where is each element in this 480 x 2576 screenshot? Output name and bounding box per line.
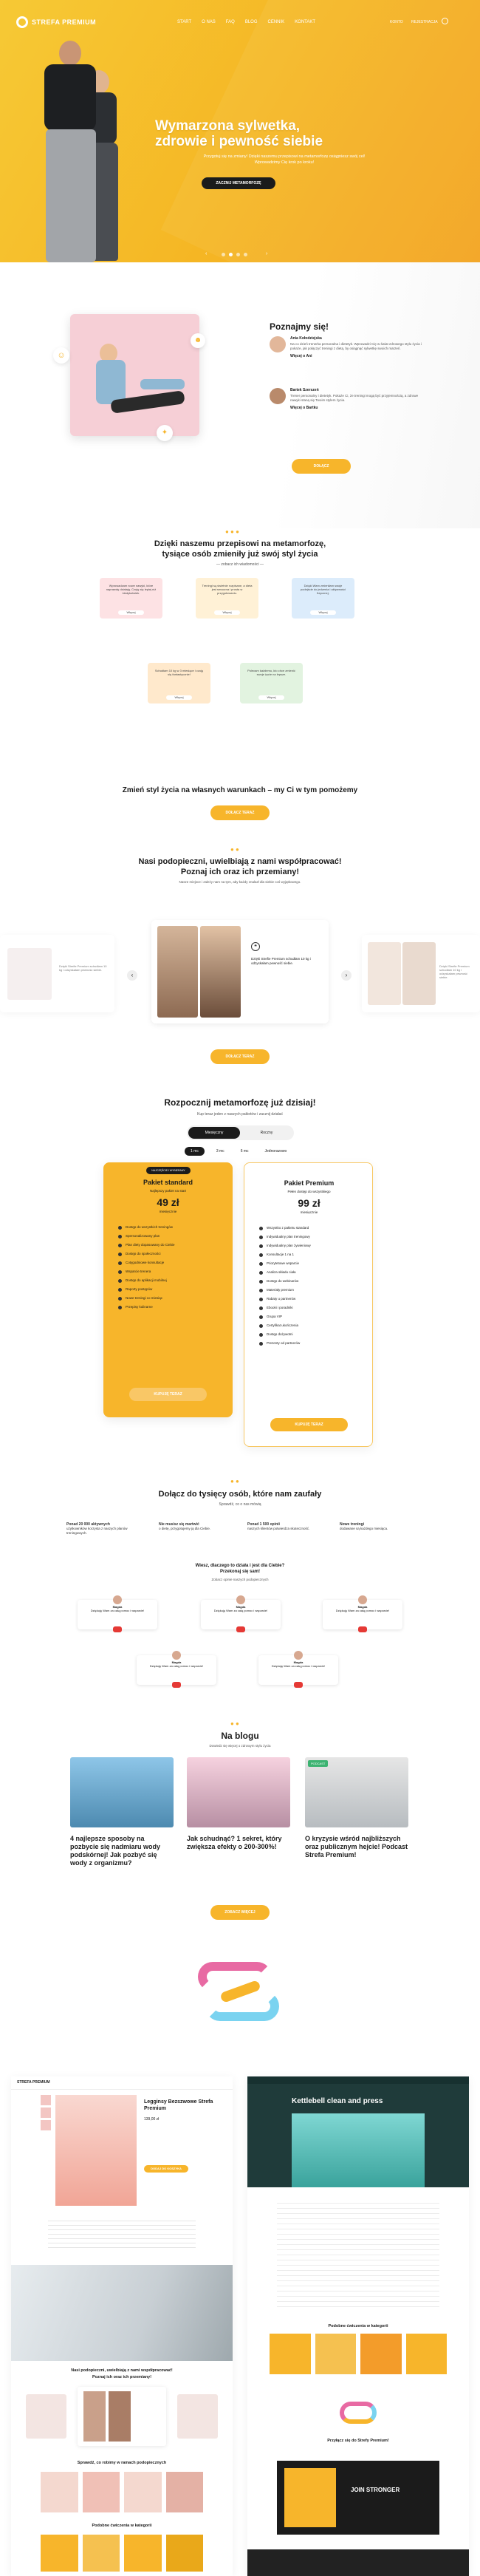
testimonial-card xyxy=(100,578,162,619)
proof-name: Magda xyxy=(293,1660,304,1664)
about-heading: Poznajmy się! xyxy=(270,321,329,332)
testimonial-card xyxy=(148,663,210,703)
plan-standard-buy-button[interactable]: KUPUJĘ TERAZ xyxy=(129,1388,207,1401)
store-preview-section xyxy=(0,2076,480,2576)
feature-item: Grupa VIP xyxy=(259,1315,363,1319)
proof-heading xyxy=(0,856,480,877)
blog-section xyxy=(0,1720,480,1935)
shop-heading: Sprawdź, co robimy w ramach podopiecznych xyxy=(77,2461,167,2465)
heart-icon xyxy=(172,1682,181,1688)
social-proof-card xyxy=(201,1600,281,1629)
feature-item: Indywidualny plan treningowy xyxy=(259,1235,363,1239)
nav-faq[interactable]: FAQ xyxy=(225,20,235,24)
blog-post-title[interactable]: O kryzysie wśród najbliższych oraz publicznym hejcie! Podcast Strefa Premium! xyxy=(305,1835,408,1858)
about-section xyxy=(0,262,480,528)
feature-item: Spersonalizowany plan xyxy=(118,1234,222,1238)
exercise-hero xyxy=(247,2076,469,2187)
avatar xyxy=(358,1595,367,1604)
pricing-section xyxy=(0,1090,480,1452)
heading-line2: tysiące osób zmieniły już swój styl życia xyxy=(162,550,318,559)
toggle-monthly[interactable]: Miesięczny xyxy=(188,1127,240,1139)
thumbnail[interactable] xyxy=(41,2120,51,2130)
feature-item: Wszystko z pakietu standard xyxy=(259,1226,363,1230)
heart-icon xyxy=(236,1626,245,1632)
proof-text: Dziękuję Wam za całą pomoc i wsparcie! xyxy=(271,1664,326,1668)
hero-title-line2: zdrowie i pewność siebie xyxy=(155,134,323,149)
plan-badge: NAJCZĘŚCIEJ WYBIERANY xyxy=(146,1167,191,1174)
avatar xyxy=(172,1651,181,1660)
stat-title: Nie musisz się martwić xyxy=(159,1522,199,1527)
testimonial-card xyxy=(292,578,354,619)
hero-subtitle-line1: Przygotuj się na zmiany! Dzięki naszemu przepisowi na metamorfozę osiągniesz swój cel! xyxy=(203,154,366,159)
plan-period: miesięcznie xyxy=(159,1210,177,1213)
search-icon[interactable] xyxy=(442,18,448,24)
trainer-name: Bartek Szerszeń xyxy=(290,388,319,392)
nav-blog[interactable]: BLOG xyxy=(244,20,258,24)
exercise-title: Kettlebell clean and press xyxy=(292,2097,383,2105)
carousel-side-right[interactable] xyxy=(362,935,480,1012)
stat-title: Ponad 20 000 aktywnych xyxy=(66,1522,110,1527)
trust-stat xyxy=(247,1522,329,1531)
header-register[interactable]: REJESTRACJA xyxy=(411,20,438,24)
similar-grid xyxy=(41,2535,203,2572)
stat-text: naszych klientów potwierdza skuteczność. xyxy=(247,1527,310,1530)
feature-item: Ebooki i poradniki xyxy=(259,1306,363,1310)
social-proof-card xyxy=(323,1600,402,1629)
feature-item: Przepisy kulinarne xyxy=(118,1305,222,1309)
product-lifestyle-image xyxy=(11,2265,233,2361)
blog-heading: Na blogu xyxy=(221,1731,259,1741)
proof-card-text: Dzięki Strefie Premium schudłam 10 kg i odzyskałam pewność siebie. xyxy=(439,964,470,979)
blog-post[interactable] xyxy=(70,1757,174,1867)
trust-heading: Dołącz do tysięcy osób, które nam zaufały xyxy=(158,1490,322,1499)
header-account[interactable]: KONTO xyxy=(390,20,403,24)
testimonial-more[interactable]: Więcej xyxy=(118,610,144,615)
period-tab[interactable]: 6 mc xyxy=(240,1149,249,1154)
social-proof-card xyxy=(258,1655,338,1685)
hero-subtitle-line2: Wprowadzimy Cię krok po kroku! xyxy=(254,160,315,165)
hero-subtitle xyxy=(188,154,380,166)
hero-athletes-image xyxy=(30,41,185,262)
plan-price: 99 zł xyxy=(298,1197,320,1209)
logo-text: STREFA PREMIUM xyxy=(32,18,97,26)
nav-contact[interactable]: KONTAKT xyxy=(295,20,316,24)
hero-prev-arrow[interactable]: ‹ xyxy=(205,251,208,256)
footer-heading: Przyłącz się do Strefy Premium! xyxy=(327,2439,389,2443)
thumbnail[interactable] xyxy=(41,2095,51,2105)
feature-item: Plan diety dopasowany do Ciebie xyxy=(118,1243,222,1247)
exercise-image xyxy=(292,2113,425,2187)
after-photo xyxy=(200,926,241,1018)
feature-item: Raporty postępów xyxy=(118,1287,222,1292)
trainer-link[interactable]: Więcej o Bartku xyxy=(290,406,318,410)
question-line2: Przekonaj się sam! xyxy=(219,1570,261,1574)
trust-section xyxy=(0,1478,480,1718)
toggle-yearly[interactable]: Roczny xyxy=(260,1131,273,1135)
trainer-card-bartek xyxy=(270,388,428,410)
plan-period: miesięcznie xyxy=(300,1210,318,1214)
proof-name: Magda xyxy=(236,1605,246,1609)
logo-text[interactable]: STREFA PREMIUM xyxy=(17,2080,50,2085)
testimonial-card xyxy=(240,663,303,703)
product-image xyxy=(55,2095,137,2206)
trust-proof-note: Zobacz opinie naszych podopiecznych xyxy=(211,1578,269,1581)
stat-text: dodawane są każdego miesiąca. xyxy=(340,1527,388,1530)
exercise-grid xyxy=(270,2334,447,2374)
blog-post-image[interactable] xyxy=(187,1757,290,1827)
proof-text: Dziękuję Wam za całą pomoc i wsparcie! xyxy=(213,1609,268,1612)
period-tab-active[interactable]: 1 mc xyxy=(185,1147,205,1156)
feature-item: Dostęp do społeczności xyxy=(118,1252,222,1256)
hero-title xyxy=(155,118,323,149)
feature-item: Wsparcie trenera xyxy=(118,1270,222,1274)
avatar-bartek xyxy=(270,388,286,404)
testimonial-card xyxy=(196,578,258,619)
testimonial-text: Wprowadzam nowe nawyki, które naprawdę działają. Czuję się lepiej niż kiedykolwiek. xyxy=(106,584,157,595)
avatar xyxy=(236,1595,245,1604)
social-proof-card xyxy=(78,1600,157,1629)
trust-stat xyxy=(159,1522,240,1531)
mini-s-logo xyxy=(340,2402,377,2424)
promo-banner xyxy=(277,2461,439,2535)
hero-title-line1: Wymarzona sylwetka, xyxy=(155,118,301,134)
hero-next-arrow[interactable]: › xyxy=(266,251,268,256)
product-title: Legginsy Bezszwowe Strefa Premium xyxy=(144,2099,213,2111)
logo[interactable] xyxy=(16,16,96,28)
preview-footer xyxy=(247,2549,469,2576)
trainer-bio: Trener personalny i dietetyk. Pokaże Ci, że treningi mogą być przyjemnością, a zdrowe nawyki staną się Twoim stylem życia. xyxy=(290,394,419,402)
emoji-row: ● ● xyxy=(230,1720,239,1727)
proof-main-card xyxy=(151,920,329,1023)
proof-name: Magda xyxy=(357,1605,368,1609)
billing-toggle xyxy=(187,1125,294,1140)
trainer-link[interactable]: Więcej o Ani xyxy=(290,354,312,358)
nav-pricing[interactable]: CENNIK xyxy=(267,20,285,24)
proof-name: Magda xyxy=(171,1660,182,1664)
similar-heading: Podobne ćwiczenia w kategorii xyxy=(92,2524,152,2528)
proof-text: Dziękuję Wam za całą pomoc i wsparcie! xyxy=(149,1664,204,1668)
heart-icon xyxy=(113,1626,122,1632)
pricing-heading: Rozpocznij metamorfozę już dzisiaj! xyxy=(164,1097,316,1108)
blog-subtitle: Dowiedz się więcej o zdrowym stylu życia xyxy=(209,1744,271,1748)
logo-icon xyxy=(16,16,28,28)
feature-item: Dostęp do wszystkich treningów xyxy=(118,1225,222,1230)
testimonial-text: Polecam każdemu, kto chce zmienić swoje życie na lepsze. xyxy=(247,669,295,676)
emoji-sticker-wink: ☻ xyxy=(191,333,205,348)
proof-card-text: Dzięki Strefie Premium schudłam 10 kg i odzyskałam pewność siebie. xyxy=(251,957,311,965)
blog-post[interactable] xyxy=(305,1757,408,1859)
about-photo xyxy=(70,314,199,436)
feature-item: Dostęp do webinarów xyxy=(259,1279,363,1284)
testimonial-more[interactable]: Więcej xyxy=(310,610,336,615)
product-page-preview xyxy=(11,2076,233,2576)
blog-post-title[interactable]: 4 najlepsze sposoby na pozbycie się nadmiaru wody podskórnej! Jak pozbyć się wody z organizmu? xyxy=(70,1835,161,1867)
plan-desc: Najlepszy pakiet na start xyxy=(149,1189,187,1193)
carousel-side-left[interactable] xyxy=(0,935,114,1012)
before-photo xyxy=(157,926,198,1018)
avatar xyxy=(113,1595,122,1604)
carousel-dot-active[interactable] xyxy=(229,253,233,256)
emoji-sticker-smile: ☺ xyxy=(53,347,69,364)
product-desc-block xyxy=(48,2217,196,2250)
stat-text: o dietę, przygotujemy ją dla Ciebie. xyxy=(159,1527,211,1530)
trainer-name: Ania Kołodziejska xyxy=(290,336,322,341)
change-cta-button[interactable]: DOŁĄCZ TERAZ xyxy=(210,805,270,820)
emoji-row: ● ● xyxy=(230,846,239,853)
preview-nav xyxy=(247,2076,469,2084)
heading-line2: Poznaj ich oraz ich przemiany! xyxy=(180,868,300,876)
trust-question xyxy=(0,1563,480,1575)
proof-subtitle: Nasze miejsce i zależy nam na tym, aby każdy znalazł dla siebie coś wyjątkowego. xyxy=(179,880,301,884)
nav-about[interactable]: O NAS xyxy=(202,20,216,24)
testimonial-more[interactable]: Więcej xyxy=(166,695,192,700)
emoji-sticker-strong: ✦ xyxy=(157,425,173,441)
athlete-man xyxy=(37,41,107,262)
feature-item: Cotygodniowe konsultacje xyxy=(118,1261,222,1265)
proof-name: Magda xyxy=(112,1605,123,1609)
plan-name: Pakiet Premium xyxy=(284,1179,335,1187)
testimonial-text: Schudłam 10 kg w 3 miesiące i czuję się fantastycznie! xyxy=(154,669,204,676)
carousel-next-arrow[interactable]: › xyxy=(341,970,352,981)
carousel-dot[interactable] xyxy=(244,253,247,256)
trainer-bio: Na co dzień trenerka personalna i dietetyk. Wprowadzi Cię w świat zdrowego stylu życia i pokaże, jak połączyć treningi z dietą, by osiągnąć sylwetkę swoich marzeń. xyxy=(290,342,422,350)
feature-item: Dostęp dożywotni xyxy=(259,1332,363,1337)
plan-price: 49 zł xyxy=(157,1196,179,1208)
metamorphosis-heading xyxy=(0,539,480,559)
gallery-sub: Poznaj ich oraz ich przemiany! xyxy=(92,2375,152,2379)
emoji-row: ● ● ● xyxy=(225,528,239,535)
blog-post[interactable] xyxy=(187,1757,290,1851)
heart-icon xyxy=(294,1682,303,1688)
testimonial-more[interactable]: Więcej xyxy=(214,610,240,615)
period-tab[interactable]: Jednorazowo xyxy=(264,1149,287,1154)
heading-line1: Nasi podopieczni, uwielbiają z nami współpracować! xyxy=(138,857,342,866)
social-proof-card xyxy=(137,1655,216,1685)
carousel-dot[interactable] xyxy=(222,253,225,256)
plan-premium-card xyxy=(244,1162,373,1447)
blog-post-title[interactable]: Jak schudnąć? 1 sekret, który zwiększa efekty o 200-300%! xyxy=(187,1835,282,1850)
feature-item: Rabaty u partnerów xyxy=(259,1297,363,1301)
carousel-prev-arrow[interactable]: ‹ xyxy=(127,970,137,981)
avatar xyxy=(294,1651,303,1660)
blog-post-image[interactable] xyxy=(70,1757,174,1827)
blog-grid xyxy=(70,1757,410,1875)
hero-cta-button[interactable]: ZACZNIJ METAMORFOZĘ xyxy=(202,177,275,189)
shop-grid xyxy=(41,2472,203,2512)
trust-stat xyxy=(66,1522,148,1536)
exercise-details xyxy=(277,2198,439,2309)
preview-gallery xyxy=(26,2387,218,2446)
question-line1: Wiesz, dlaczego to działa i jest dla Ciebie? xyxy=(195,1564,285,1568)
pricing-subtitle: Kup teraz jeden z naszych pakietów i zacznij działać xyxy=(197,1112,283,1117)
proof-section xyxy=(0,846,480,1097)
feature-item: Dostęp do aplikacji mobilnej xyxy=(118,1278,222,1283)
feature-item: Analiza składu ciała xyxy=(259,1270,363,1275)
feature-item: Materiały premium xyxy=(259,1288,363,1292)
nav-start[interactable]: START xyxy=(177,20,192,24)
promo-text: JOIN STRONGER xyxy=(351,2487,400,2493)
plan-desc: Pełen dostęp do wszystkiego xyxy=(287,1190,331,1193)
trust-subtitle: Sprawdź, co o nas mówią xyxy=(219,1502,261,1507)
emoji-row: ● ● xyxy=(230,1478,239,1485)
testimonial-more[interactable]: Więcej xyxy=(258,695,284,700)
plan-features xyxy=(118,1225,222,1314)
stat-title: Ponad 1 500 opinii xyxy=(247,1522,280,1527)
carousel-dot[interactable] xyxy=(236,253,240,256)
exercise-page-preview xyxy=(247,2076,469,2576)
trainer-card-ania xyxy=(270,336,428,358)
proof-quote-icon: ❝ xyxy=(251,942,260,951)
plan-standard-card xyxy=(103,1162,233,1417)
heading-line1: Dzięki naszemu przepisowi na metamorfozę, xyxy=(154,539,326,548)
similar-heading: Podobne ćwiczenia w kategorii xyxy=(328,2324,388,2328)
plan-name: Pakiet standard xyxy=(143,1179,193,1186)
proof-text: Dziękuję Wam za całą pomoc i wsparcie! xyxy=(335,1609,390,1612)
gallery-heading: Nasi podopieczni, uwielbiają z nami współpracować! xyxy=(71,2368,173,2373)
testimonial-text: Treningi są świetnie rozpisane, a dieta jest smaczna i prosta w przygotowaniu. xyxy=(202,584,253,595)
period-tabs xyxy=(185,1147,291,1156)
add-to-cart-button[interactable]: DODAJ DO KOSZYKA xyxy=(144,2165,188,2173)
plan-features xyxy=(259,1226,363,1350)
main-nav xyxy=(177,20,326,24)
metamorphosis-section xyxy=(0,528,480,783)
feature-item: Konsultacje 1 na 1 xyxy=(259,1253,363,1257)
proof-text: Dziękuję Wam za całą pomoc i wsparcie! xyxy=(90,1609,145,1612)
product-price: 139,00 zł xyxy=(144,2117,160,2122)
blog-more-button[interactable]: ZOBACZ WIĘCEJ xyxy=(210,1905,270,1920)
feature-item: Priorytetowe wsparcie xyxy=(259,1261,363,1266)
avatar-ania xyxy=(270,336,286,352)
thumbnail[interactable] xyxy=(41,2108,51,2118)
proof-card-text: Dzięki Strefie Premium schudłam 10 kg i odzyskałam pewność siebie. xyxy=(59,964,107,972)
period-tab[interactable]: 3 mc xyxy=(216,1149,224,1154)
product-thumbnails xyxy=(41,2095,51,2130)
change-heading: Zmień styl życia na własnych warunkach – my Ci w tym pomożemy xyxy=(122,786,358,794)
metamorphosis-subheading: — zobacz ich wiadomości — xyxy=(216,562,264,567)
proof-cta-button[interactable]: DOŁĄCZ TERAZ xyxy=(210,1049,270,1064)
hero-section xyxy=(0,0,480,262)
feature-item: Indywidualny plan żywieniowy xyxy=(259,1244,363,1248)
stat-text: użytkowników korzysta z naszych planów treningowych. xyxy=(66,1527,128,1535)
about-join-button[interactable]: DOŁĄCZ xyxy=(292,459,351,474)
plan-premium-buy-button[interactable]: KUPUJĘ TERAZ xyxy=(270,1418,348,1431)
blog-post-image[interactable] xyxy=(305,1757,408,1827)
feature-item: Certyfikat ukończenia xyxy=(259,1323,363,1328)
feature-item: Nowe treningi co miesiąc xyxy=(118,1296,222,1301)
podcast-badge: PODCAST xyxy=(308,1760,328,1767)
heart-icon xyxy=(358,1626,367,1632)
preview-header xyxy=(11,2076,233,2090)
brand-s-logo xyxy=(198,1958,283,2032)
testimonial-text: Dzięki Wam zmieniłam swoje podejście do jedzenia i aktywności fizycznej. xyxy=(300,584,346,595)
feature-item: Prezenty od partnerów xyxy=(259,1341,363,1346)
hero-carousel-dots xyxy=(222,253,247,256)
stat-title: Nowe treningi xyxy=(340,1522,365,1527)
trust-stat xyxy=(340,1522,421,1531)
